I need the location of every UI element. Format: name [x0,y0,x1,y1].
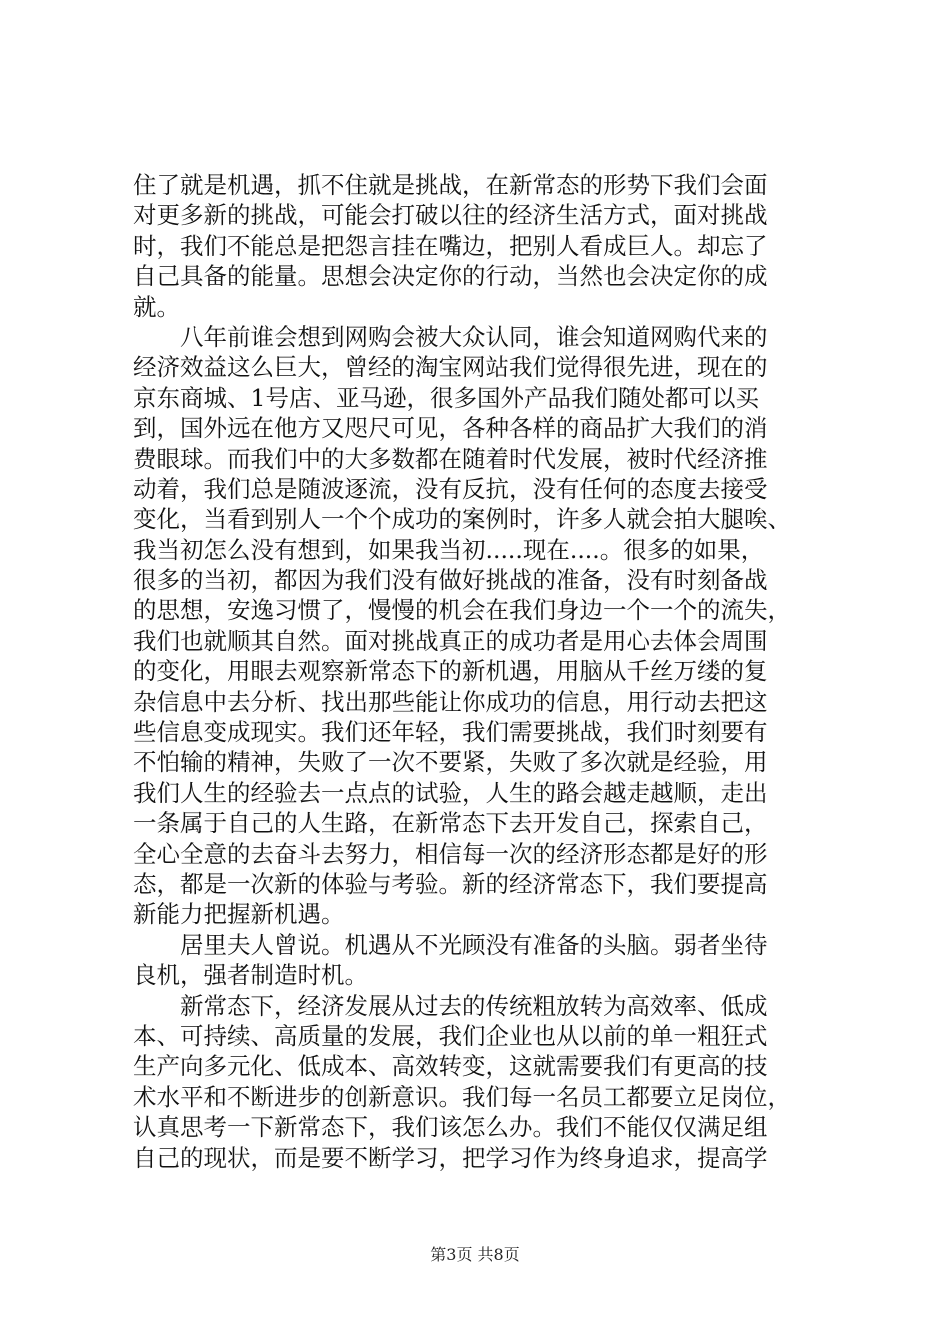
text-line: 的思想，安逸习惯了，慢慢的机会在我们身边一个一个的流失， [133,596,791,625]
text-line: 时，我们不能总是把怨言挂在嘴边，把别人看成巨人。却忘了 [133,231,768,260]
text-line: 动着，我们总是随波逐流，没有反抗，没有任何的态度去接受 [133,474,768,503]
text-line: 杂信息中去分析、找出那些能让你成功的信息，用行动去把这 [133,687,768,716]
text-line: 生产向多元化、低成本、高效转变，这就需要我们有更高的技 [133,1052,768,1081]
text-line: 变化，当看到别人一个个成功的案例时，许多人就会拍大腿唉、 [133,505,791,534]
body-text [133,170,833,1173]
text-line: 我们人生的经验去一点点的试验，人生的路会越走越顺，走出 [133,778,768,807]
text-line: 经济效益这么巨大，曾经的淘宝网站我们觉得很先进，现在的 [133,353,768,382]
text-line: 新常态下，经济发展从过去的传统粗放转为高效率、低成 [133,991,768,1020]
page-number-footer: 第3页 共8页 [430,1245,520,1264]
text-line: 认真思考一下新常态下，我们该怎么办。我们不能仅仅满足组 [133,1113,768,1142]
text-line: 的变化，用眼去观察新常态下的新机遇，用脑从千丝万缕的复 [133,657,768,686]
text-line: 术水平和不断进步的创新意识。我们每一名员工都要立足岗位， [133,1082,791,1111]
text-line: 就。 [133,292,180,321]
text-line: 京东商城、1号店、亚马逊，很多国外产品我们随处都可以买 [133,383,759,412]
text-line: 住了就是机遇，抓不住就是挑战，在新常态的形势下我们会面 [133,171,768,199]
text-line: 到，国外远在他方又咫尺可见，各种各样的商品扩大我们的消 [133,414,768,443]
text-line: 我们也就顺其自然。面对挑战真正的成功者是用心去体会周围 [133,626,768,655]
text-line: 态，都是一次新的体验与考验。新的经济常态下，我们要提高 [133,869,768,898]
text-line: 一条属于自己的人生路，在新常态下去开发自己，探索自己， [133,809,768,838]
text-line: 自己的现状，而是要不断学习，把学习作为终身追求，提高学 [133,1143,768,1172]
text-line: 不怕输的精神，失败了一次不要紧，失败了多次就是经验，用 [133,748,768,777]
text-line: 费眼球。而我们中的大多数都在随着时代发展，被时代经济推 [133,444,768,473]
text-line: 居里夫人曾说。机遇从不光顾没有准备的头脑。弱者坐待 [133,930,768,959]
text-line: 自己具备的能量。思想会决定你的行动，当然也会决定你的成 [133,262,768,291]
text-line: 对更多新的挑战，可能会打破以往的经济生活方式，面对挑战 [133,201,768,230]
text-line: 些信息变成现实。我们还年轻，我们需要挑战，我们时刻要有 [133,718,768,747]
text-line: 良机，强者制造时机。 [133,961,368,990]
text-line: 本、可持续、高质量的发展，我们企业也从以前的单一粗狂式 [133,1021,768,1050]
text-line: 新能力把握新机遇。 [133,900,345,929]
text-line: 八年前谁会想到网购会被大众认同，谁会知道网购代来的 [133,322,768,351]
text-line: 很多的当初，都因为我们没有做好挑战的准备，没有时刻备战 [133,566,768,595]
text-line: 我当初怎么没有想到，如果我当初.....现在....。很多的如果， [133,535,765,564]
text-line: 全心全意的去奋斗去努力，相信每一次的经济形态都是好的形 [133,839,768,868]
